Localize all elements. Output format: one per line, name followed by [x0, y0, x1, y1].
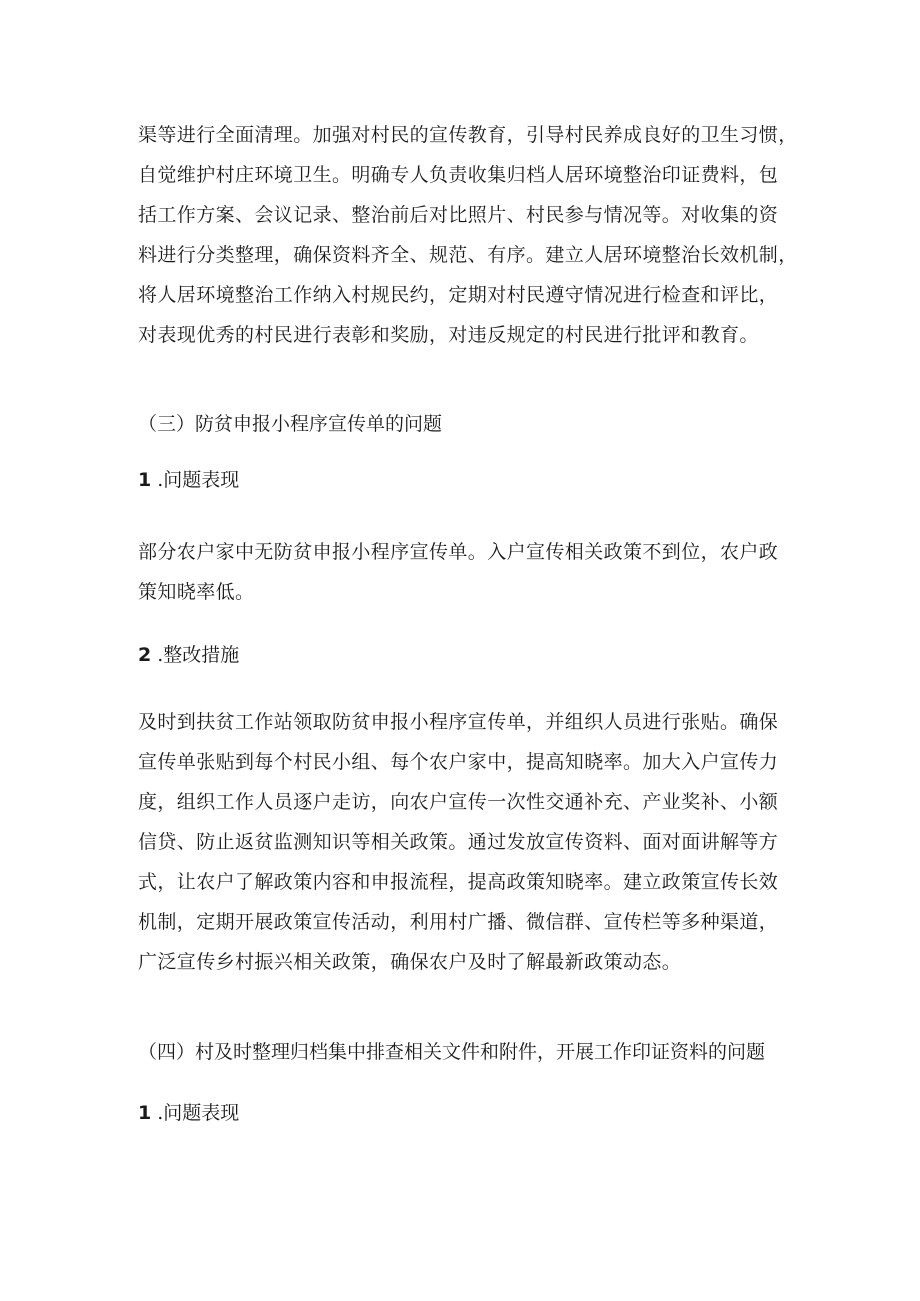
section-heading-4: （四）村及时整理归档集中排查相关文件和附件，开展工作印证资料的问题	[138, 1041, 766, 1063]
paragraph-rectification-measures	[138, 702, 792, 982]
text-line: 广泛宣传乡村振兴相关政策，确保农户及时了解最新政策动态。	[138, 951, 682, 973]
item-number: 2	[138, 644, 152, 666]
text-line: 将人居环境整治工作纳入村规民约，定期对村民遵守情况进行检查和评比，	[138, 284, 779, 306]
text-line: 对表现优秀的村民进行表彰和奖励，对违反规定的村民进行批评和教育。	[138, 324, 759, 346]
subheading-measures-3	[138, 635, 792, 675]
item-title: .整改措施	[157, 644, 240, 666]
text-line: 括工作方案、会议记录、整治前后对比照片、村民参与情况等。对收集的资	[138, 204, 779, 226]
item-number: 1	[138, 469, 152, 491]
text-line: 策知晓率低。	[138, 581, 255, 603]
text-line: 渠等进行全面清理。加强对村民的宣传教育，引导村民养成良好的卫生习惯，	[138, 124, 798, 146]
paragraph-problem-description	[138, 532, 792, 612]
text-line: 度，组织工作人员逐户走访，向农户宣传一次性交通补充、产业奖补、小额	[138, 791, 779, 813]
text-line: 自觉维护村庄环境卫生。明确专人负责收集归档人居环境整治印证费料，包	[138, 164, 779, 186]
text-line: 机制，定期开展政策宣传活动，利用村广播、微信群、宣传栏等多种渠道，	[138, 911, 779, 933]
item-title: .问题表现	[157, 1102, 240, 1124]
subheading-problem-4	[138, 1093, 792, 1133]
item-number: 1	[138, 1102, 152, 1124]
text-line: 信贷、防止返贫监测知识等相关政策。通过发放宣传资料、面对面讲解等方	[138, 831, 779, 853]
paragraph-village-environment	[138, 115, 798, 355]
text-line: 部分农户家中无防贫申报小程序宣传单。入户宣传相关政策不到位，农户政	[138, 541, 779, 563]
item-title: .问题表现	[157, 469, 240, 491]
subheading-problem-3	[138, 460, 792, 500]
text-line: 料进行分类整理，确保资料齐全、规范、有序。建立人居环境整治长效机制，	[138, 244, 798, 266]
text-line: 及时到扶贫工作站领取防贫申报小程序宣传单，并组织人员进行张贴。确保	[138, 711, 779, 733]
text-line: 宣传单张贴到每个村民小组、每个农户家中，提高知晓率。加大入户宣传力	[138, 751, 779, 773]
text-line: 式，让农户了解政策内容和申报流程，提高政策知晓率。建立政策宣传长效	[138, 871, 779, 893]
section-heading-3: （三）防贫申报小程序宣传单的问题	[138, 413, 443, 435]
